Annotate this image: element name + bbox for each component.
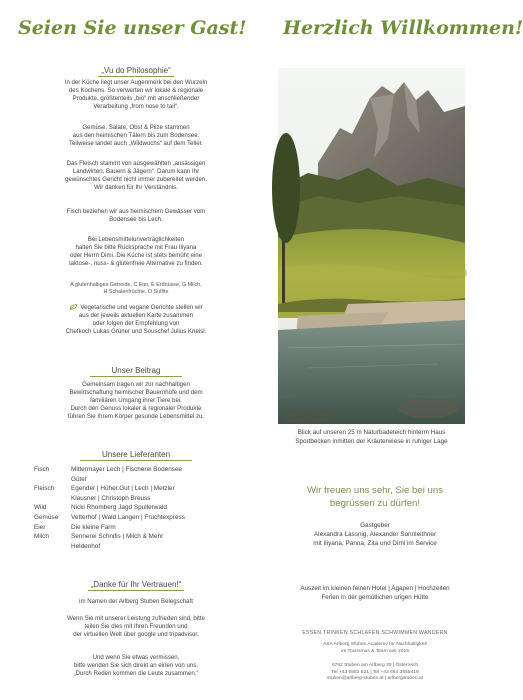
header-left: Seien Sie unser Gast! [18,17,247,39]
offer-text: Auszeit im kleinen feinen Hotel | Agapen | Hochzeiten Ferien in der gemütlichen urigen Hütte [300,585,450,601]
thanks-title: „Danke für Ihr Vertrauen!“ [22,580,250,591]
supplier-row: Milch Sennerei Schnifis | Milch & Mehr Heldenhof [34,533,164,550]
thanks-signoff: im Namen der Arlberg Stuben Belegschaft [79,598,193,605]
philosophy-p5: Bei Lebensmittelunverträglichkeiten halten Sie bitte Rücksprache mit Frau Iliyana oder Herrn Dimi. Die Küche ist stets bemüht eine laktose-, nuss- & glutenfreie Alternative zu finden. [69,236,203,268]
supplier-row: Fleisch Egender | Hüher.Gut | Lech | Metzler Klausner | Christoph Breuss [34,485,175,502]
header-right: Herzlich Willkommen! [283,17,523,39]
supplier-row: Gemüse Vetterhof | Wald Langen | Fruchtexpress [34,513,185,521]
photo-caption: Blick auf unseren 25 m Naturbadeteich hinterm Haus Sportbecken inmitten der Kräuterwiese in ruhiger Lage [295,429,448,445]
supplier-row: Fisch Mittermayer Lech | Fischerei Bodensee Gütel [34,466,183,483]
philosophy-title: „Vu do Philosophie“ [22,66,250,77]
leaf-icon [69,304,78,310]
supplier-row: Wild Nicki Rhomberg Jagd Spullerwald [34,504,167,512]
hosts-label: Gastgeber [360,522,390,529]
philosophy-p1: In der Küche liegt unser Augenmerk bei den Wurzeln des Kochens. So verwerten wir lokale & regionale Produkte, größtenteils „bio“ mit anschließender Verarbeitung „from nose to tail“. [64,79,208,111]
vegetarian-note: Vegetarische und vegane Gerichte stellen wir aus der jeweils aktuellen Karte zusammen oder folgen der Empfehlung von Chefkoch Lukas Grüner und Souschef Julius Kneisl. [65,304,207,336]
pond-landscape-photo [278,68,465,424]
philosophy-p4: Fisch beziehen wir aus heimischem Gewässer vom Bodensee bis Lech. [66,208,206,224]
contribution-text: Gemeinsam tragen wir zur nachhaltigen Bewirtschaftung heimischer Bauernhöfe und dem familiären Umgang ihrer Tiere bei. Durch den Genuss lokaler & regionaler Produkte führen Sie Ihrem Körper gesunde Lebensmittel zu. [67,381,205,421]
philosophy-p3: Das Fleisch stammt von ausgewählten „ansässigen Landwirten, Bauern & Jägern“. Darum kann Ihr gewünschtes Gericht nicht immer zubereitet werden. Wir danken für Ihr Verständnis. [65,160,207,192]
welcome-message: Wir freuen uns sehr, Sie bei uns begrüssen zu dürfen! [307,485,443,509]
suppliers-table [34,465,234,551]
academy-note: ASA Arlberg Stuben Academy für Nachhaltigkeit im Tourismus & Team seit 2019 [323,642,427,654]
suppliers-title: Unsere Lieferanten [22,450,250,461]
contribution-title: Unser Beitrag [22,366,250,377]
allergen-legend: A glutenhaltiges Getreide, C Eier, E Erdnüsse, G Milch, H Schalenfrüchte, O Sulfite [70,282,202,296]
tagline: ESSEN TRINKEN SCHLAFEN SCHWIMMEN WANDERN [302,630,448,636]
philosophy-p2: Gemüse, Salate, Obst & Pilze stammen aus den heimischen Tälern bis zum Bodensee. Teilweise landet auch „Wildwuchs“ auf dem Teller. [68,124,203,148]
supplier-row: Eier Die kleine Farm [34,523,116,531]
thanks-p2: Und wenn Sie etwas vermissen, bitte wenden Sie sich direkt an einen von uns. „Durch Reden kommen die Leute zusammen.“ [73,654,199,678]
hosts-block: Gastgeber Alexandra Lassnig, Alexander Sonnleithner mit Iliyana, Panna, Zita und Dimi im Service [270,522,480,548]
thanks-p1: Wenn Sie mit unserer Leistung zufrieden sind, bitte teilen Sie dies mit Ihren Freunden und der virtuellen Welt über google und tripadvisor. [67,615,205,639]
contact-address: 6762 Stuben am Arlberg 30 | Österreich Tel +43 5582 521 | Tel +43 664 3855416 stuben@arlberg-stuben.at | arlbergstuben.at [327,663,423,682]
